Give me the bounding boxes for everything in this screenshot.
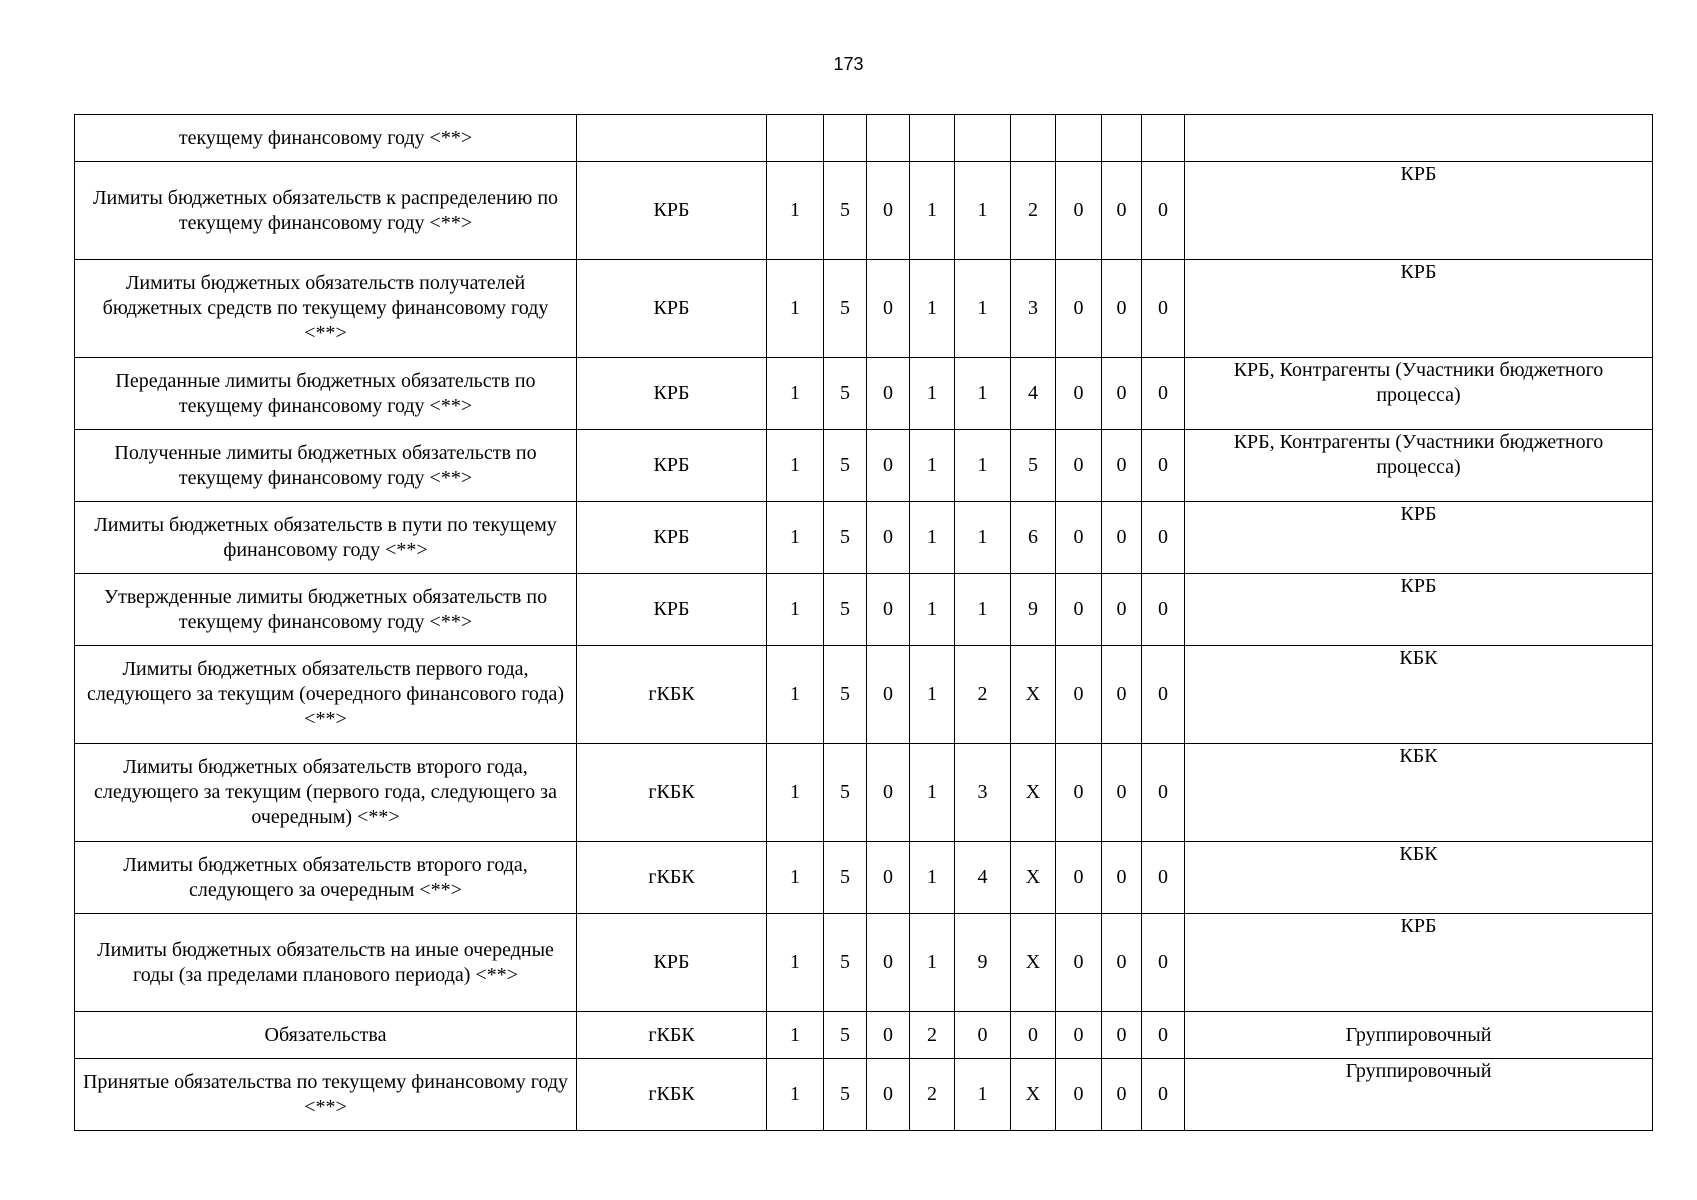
row-digit: 3: [1011, 260, 1056, 358]
row-source: КРБ: [577, 574, 767, 646]
row-digit: [955, 115, 1011, 162]
row-digit: 1: [767, 358, 824, 430]
row-digit: 1: [767, 502, 824, 574]
row-note: КБК: [1185, 842, 1653, 914]
row-note: КРБ, Контрагенты (Участники бюджетного процесса): [1185, 430, 1653, 502]
row-digit: 6: [1011, 502, 1056, 574]
row-source: гКБК: [577, 744, 767, 842]
row-digit: 0: [1142, 430, 1185, 502]
row-note: КРБ, Контрагенты (Участники бюджетного процесса): [1185, 358, 1653, 430]
row-digit: 0: [867, 744, 910, 842]
row-digit: 9: [955, 914, 1011, 1012]
row-digit: 5: [824, 358, 867, 430]
row-digit: 1: [910, 162, 955, 260]
row-note: КРБ: [1185, 574, 1653, 646]
row-digit: 1: [910, 430, 955, 502]
row-digit: X: [1011, 1059, 1056, 1131]
row-digit: 4: [955, 842, 1011, 914]
row-digit: 5: [824, 260, 867, 358]
row-digit: 0: [1142, 1012, 1185, 1059]
row-digit: 0: [1102, 574, 1142, 646]
row-digit: 0: [867, 162, 910, 260]
row-digit: 0: [1011, 1012, 1056, 1059]
row-digit: 1: [767, 260, 824, 358]
row-digit: 1: [910, 358, 955, 430]
row-name: Полученные лимиты бюджетных обязательств по текущему финансовому году <**>: [75, 430, 577, 502]
table-body: [75, 115, 1653, 1131]
row-note: Группировочный: [1185, 1059, 1653, 1131]
row-source: КРБ: [577, 260, 767, 358]
row-name: Утвержденные лимиты бюджетных обязательств по текущему финансовому году <**>: [75, 574, 577, 646]
table-row: [75, 646, 1653, 744]
row-digit: 1: [910, 502, 955, 574]
row-digit: 0: [955, 1012, 1011, 1059]
row-digit: 0: [1056, 914, 1102, 1012]
table-row: [75, 358, 1653, 430]
row-digit: 0: [1142, 842, 1185, 914]
table-row: [75, 842, 1653, 914]
row-source: гКБК: [577, 1059, 767, 1131]
accounts-table: [74, 114, 1653, 1131]
row-digit: 0: [1056, 1012, 1102, 1059]
row-digit: 5: [824, 574, 867, 646]
row-digit: 0: [867, 260, 910, 358]
row-digit: 0: [1056, 574, 1102, 646]
row-digit: 0: [867, 646, 910, 744]
row-digit: 5: [824, 502, 867, 574]
row-note: КБК: [1185, 646, 1653, 744]
row-digit: 0: [1056, 842, 1102, 914]
table-row: [75, 260, 1653, 358]
row-digit: 1: [910, 646, 955, 744]
row-digit: X: [1011, 646, 1056, 744]
row-digit: 0: [1142, 744, 1185, 842]
row-digit: 1: [767, 842, 824, 914]
row-digit: X: [1011, 914, 1056, 1012]
row-digit: 1: [955, 1059, 1011, 1131]
row-note: КБК: [1185, 744, 1653, 842]
row-digit: [1142, 115, 1185, 162]
row-name: текущему финансовому году <**>: [75, 115, 577, 162]
row-name: Лимиты бюджетных обязательств второго года, следующего за текущим (первого года, следующего за очередным) <**>: [75, 744, 577, 842]
row-digit: 1: [910, 744, 955, 842]
row-digit: [824, 115, 867, 162]
row-name: Лимиты бюджетных обязательств получателей бюджетных средств по текущему финансовому году <**>: [75, 260, 577, 358]
table-row: [75, 1059, 1653, 1131]
row-digit: 0: [867, 1059, 910, 1131]
row-source: КРБ: [577, 430, 767, 502]
row-digit: 0: [867, 430, 910, 502]
row-digit: 0: [1142, 260, 1185, 358]
row-digit: 1: [910, 260, 955, 358]
row-digit: 0: [1142, 162, 1185, 260]
row-name: Лимиты бюджетных обязательств второго года, следующего за очередным <**>: [75, 842, 577, 914]
row-digit: X: [1011, 744, 1056, 842]
row-digit: 5: [824, 430, 867, 502]
table-row: [75, 1012, 1653, 1059]
row-note: [1185, 115, 1653, 162]
row-digit: 0: [1056, 430, 1102, 502]
row-digit: 0: [1142, 1059, 1185, 1131]
row-digit: 4: [1011, 358, 1056, 430]
row-digit: 1: [910, 574, 955, 646]
row-digit: 5: [824, 162, 867, 260]
row-digit: [767, 115, 824, 162]
table-row: [75, 115, 1653, 162]
row-source: гКБК: [577, 1012, 767, 1059]
row-digit: 5: [824, 914, 867, 1012]
table-row: [75, 502, 1653, 574]
row-digit: 1: [767, 646, 824, 744]
row-digit: 0: [867, 914, 910, 1012]
row-digit: 1: [955, 162, 1011, 260]
row-digit: 5: [824, 842, 867, 914]
row-note: КРБ: [1185, 260, 1653, 358]
row-digit: 0: [867, 1012, 910, 1059]
row-digit: 0: [1056, 162, 1102, 260]
row-digit: 5: [824, 1012, 867, 1059]
row-name: Переданные лимиты бюджетных обязательств по текущему финансовому году <**>: [75, 358, 577, 430]
row-source: КРБ: [577, 358, 767, 430]
page-number: 173: [833, 54, 864, 74]
row-digit: 0: [1102, 1059, 1142, 1131]
row-digit: 1: [767, 574, 824, 646]
row-note: КРБ: [1185, 502, 1653, 574]
row-digit: 0: [1056, 502, 1102, 574]
row-note: Группировочный: [1185, 1012, 1653, 1059]
row-digit: 0: [867, 358, 910, 430]
row-digit: 0: [1102, 646, 1142, 744]
table-row: [75, 430, 1653, 502]
row-digit: 3: [955, 744, 1011, 842]
row-digit: 0: [1142, 646, 1185, 744]
row-note: КРБ: [1185, 162, 1653, 260]
table-row: [75, 744, 1653, 842]
row-digit: 0: [1056, 358, 1102, 430]
row-digit: 0: [1142, 502, 1185, 574]
row-digit: 0: [1102, 914, 1142, 1012]
row-digit: 1: [910, 914, 955, 1012]
row-source: КРБ: [577, 914, 767, 1012]
row-digit: 1: [955, 260, 1011, 358]
row-source: КРБ: [577, 162, 767, 260]
row-digit: 0: [867, 842, 910, 914]
row-name: Принятые обязательства по текущему финансовому году <**>: [75, 1059, 577, 1131]
row-digit: 5: [1011, 430, 1056, 502]
row-name: Лимиты бюджетных обязательств первого года, следующего за текущим (очередного финансового года) <**>: [75, 646, 577, 744]
row-digit: 0: [1142, 358, 1185, 430]
row-digit: 0: [1102, 260, 1142, 358]
row-digit: 0: [1142, 914, 1185, 1012]
table-row: [75, 914, 1653, 1012]
row-digit: 0: [1056, 744, 1102, 842]
row-digit: 0: [1056, 1059, 1102, 1131]
row-digit: 5: [824, 1059, 867, 1131]
row-digit: 0: [1102, 744, 1142, 842]
row-digit: 5: [824, 744, 867, 842]
row-digit: 0: [1056, 646, 1102, 744]
row-digit: 0: [1056, 260, 1102, 358]
row-digit: 0: [1102, 842, 1142, 914]
row-digit: 1: [767, 744, 824, 842]
table-row: [75, 162, 1653, 260]
row-digit: [867, 115, 910, 162]
row-digit: 0: [1102, 430, 1142, 502]
table-row: [75, 574, 1653, 646]
row-note: КРБ: [1185, 914, 1653, 1012]
row-digit: 0: [867, 574, 910, 646]
row-source: [577, 115, 767, 162]
row-digit: 0: [867, 502, 910, 574]
row-digit: 0: [1102, 162, 1142, 260]
row-digit: 1: [767, 162, 824, 260]
row-digit: 0: [1102, 502, 1142, 574]
row-digit: 1: [767, 1012, 824, 1059]
row-digit: 1: [767, 430, 824, 502]
row-source: гКБК: [577, 842, 767, 914]
row-digit: 1: [767, 914, 824, 1012]
row-digit: [1102, 115, 1142, 162]
row-name: Лимиты бюджетных обязательств к распределению по текущему финансовому году <**>: [75, 162, 577, 260]
row-digit: 1: [955, 430, 1011, 502]
row-digit: 1: [767, 1059, 824, 1131]
row-digit: [1056, 115, 1102, 162]
row-digit: 1: [910, 842, 955, 914]
row-digit: 9: [1011, 574, 1056, 646]
row-source: гКБК: [577, 646, 767, 744]
row-name: Лимиты бюджетных обязательств на иные очередные годы (за пределами планового периода) <**>: [75, 914, 577, 1012]
row-digit: 2: [910, 1059, 955, 1131]
row-digit: 1: [955, 502, 1011, 574]
row-digit: 1: [955, 358, 1011, 430]
row-digit: 1: [955, 574, 1011, 646]
row-name: Лимиты бюджетных обязательств в пути по текущему финансовому году <**>: [75, 502, 577, 574]
row-digit: 2: [910, 1012, 955, 1059]
row-digit: 2: [955, 646, 1011, 744]
row-digit: 2: [1011, 162, 1056, 260]
row-digit: X: [1011, 842, 1056, 914]
row-digit: [910, 115, 955, 162]
row-digit: [1011, 115, 1056, 162]
row-digit: 0: [1102, 1012, 1142, 1059]
row-source: КРБ: [577, 502, 767, 574]
row-digit: 5: [824, 646, 867, 744]
row-digit: 0: [1142, 574, 1185, 646]
row-name: Обязательства: [75, 1012, 577, 1059]
row-digit: 0: [1102, 358, 1142, 430]
